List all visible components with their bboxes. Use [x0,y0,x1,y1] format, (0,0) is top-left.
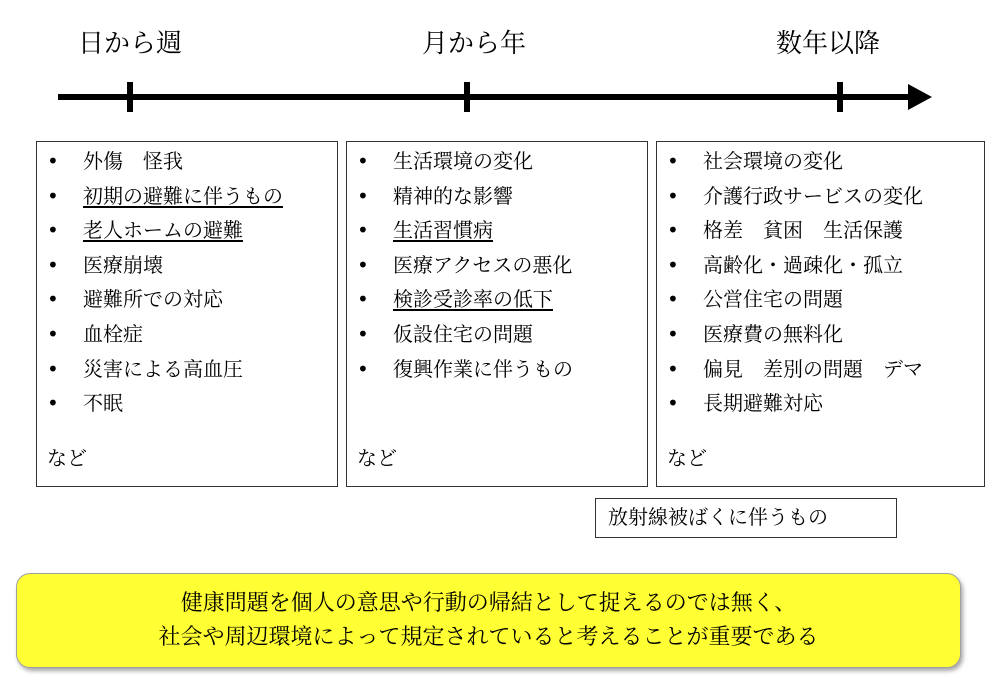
phase-label-days-weeks: 日から週 [78,29,183,59]
list-item-text: 不眠 [83,391,123,416]
list-item [37,321,337,347]
list-item-text: 生活習慣病 [393,218,493,243]
list-item [657,286,984,312]
list-item [37,183,337,209]
list-item-text: 医療アクセスの悪化 [393,252,573,277]
list-item [657,183,984,209]
phase-label-years-later: 数年以降 [776,29,881,59]
list-item-text: 災害による高血圧 [83,356,243,381]
list-item-text: 血栓症 [83,321,143,346]
list-item [347,321,647,347]
list-item-text: 偏見 差別の問題 デマ [703,356,923,381]
list-item [347,217,647,243]
list-item-text: 医療崩壊 [83,252,163,277]
list-item [37,356,337,382]
list-item [347,286,647,312]
column-box-short-term [36,141,338,487]
list-item-text: 生活環境の変化 [393,149,533,173]
column-box-mid-term [346,141,648,487]
timeline-arrow [0,0,992,140]
conclusion-banner [16,573,961,668]
column-box-long-term [656,141,985,487]
list-item [657,321,984,347]
list-item-text: 検診受診率の低下 [393,287,553,312]
list-item-text: 老人ホームの避難 [83,218,243,243]
list-item-text: 格差 貧困 生活保護 [703,218,903,243]
item-list [657,142,984,416]
arrow-head [908,84,932,110]
list-item [657,390,984,416]
etc-label: など [357,446,397,470]
list-item [657,148,984,174]
item-list [37,142,337,416]
phase-label-months-years: 月から年 [422,29,527,59]
list-item-text: 仮設住宅の問題 [393,321,533,346]
list-item [37,286,337,312]
list-item [347,252,647,278]
conclusion-line-1: 健康問題を個人の意思や行動の帰結として捉えるのでは無く、 [180,591,797,616]
list-item [37,390,337,416]
list-item-text: 介護行政サービスの変化 [703,183,923,208]
etc-label: など [667,446,707,470]
list-item-text: 初期の避難に伴うもの [83,183,283,208]
list-item [37,217,337,243]
list-item [347,183,647,209]
list-item-text: 公営住宅の問題 [703,287,843,312]
etc-label: など [47,446,87,470]
item-list [347,142,647,382]
list-item [657,252,984,278]
list-item-text: 精神的な影響 [393,183,513,208]
list-item [347,356,647,382]
list-item-text: 避難所での対応 [83,287,223,312]
list-item-text: 復興作業に伴うもの [393,356,573,381]
list-item [657,217,984,243]
list-item-text: 社会環境の変化 [703,149,843,173]
list-item [37,252,337,278]
list-item-text: 長期避難対応 [703,391,823,416]
list-item-text: 外傷 怪我 [83,149,183,173]
list-item-text: 高齢化・過疎化・孤立 [703,252,903,277]
list-item [37,148,337,174]
list-item-text: 医療費の無料化 [703,321,843,346]
list-item [657,356,984,382]
radiation-note-box: 放射線被ばくに伴うもの [595,498,897,538]
conclusion-line-2: 社会や周辺環境によって規定されていると考えることが重要である [158,625,819,650]
list-item [347,148,647,174]
